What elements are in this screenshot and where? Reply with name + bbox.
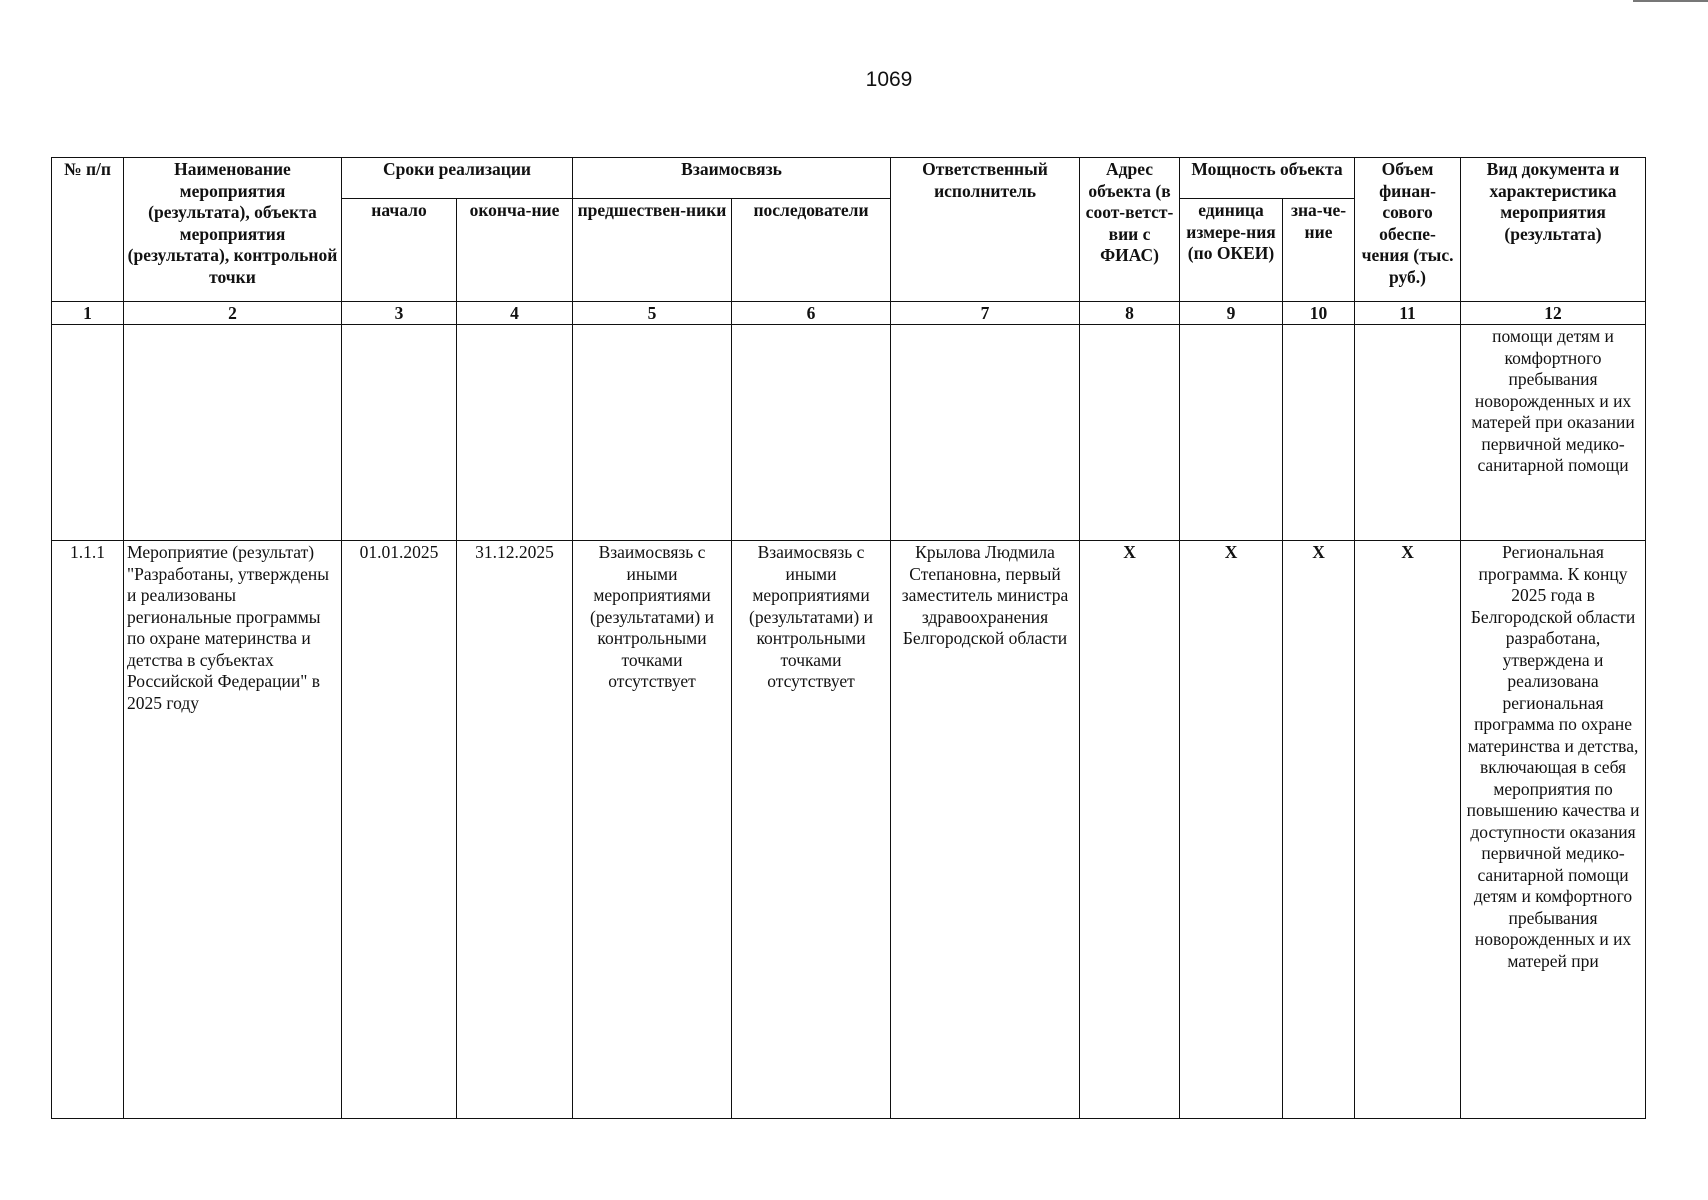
column-number: 12 <box>1461 302 1646 325</box>
column-number: 2 <box>124 302 342 325</box>
header-funding: Объем финан-сового обеспе-чения (тыс. руб.) <box>1355 158 1461 302</box>
funding-cell: X <box>1355 541 1461 1119</box>
doc-type-cell: Региональная программа. К концу 2025 года в Белгородской области разработана, утверждена и реализована региональная программа по охране материнства и детства, включающая в себя мероприятия по повышению качества и доступности оказания первичной медико-санитарной помощи детям и комфортного пребывания новорожденных и их матерей при <box>1461 541 1646 1119</box>
start-date: 01.01.2025 <box>342 541 457 1119</box>
empty-cell <box>342 325 457 541</box>
header-end: оконча-ние <box>457 199 573 302</box>
empty-cell <box>891 325 1080 541</box>
empty-cell <box>573 325 732 541</box>
empty-cell <box>1080 325 1180 541</box>
header-capacity: Мощность объекта <box>1180 158 1355 199</box>
header-name: Наименование мероприятия (результата), объекта мероприятия (результата), контрольной точки <box>124 158 342 302</box>
column-number: 6 <box>732 302 891 325</box>
empty-cell <box>124 325 342 541</box>
page-number: 1069 <box>865 68 913 91</box>
header-successors: последователи <box>732 199 891 302</box>
header-unit: единица измере-ния (по ОКЕИ) <box>1180 199 1283 302</box>
empty-cell <box>457 325 573 541</box>
header-no: № п/п <box>52 158 124 302</box>
header-responsible: Ответственный исполнитель <box>891 158 1080 302</box>
header-row-top <box>52 158 1646 199</box>
unit-cell: X <box>1180 541 1283 1119</box>
address-cell: X <box>1080 541 1180 1119</box>
empty-cell <box>1283 325 1355 541</box>
column-number: 1 <box>52 302 124 325</box>
header-predecessors: предшествен-ники <box>573 199 732 302</box>
corner-scan-mark <box>1633 0 1708 2</box>
empty-cell <box>52 325 124 541</box>
column-number: 10 <box>1283 302 1355 325</box>
activity-name: Мероприятие (результат) "Разработаны, утверждены и реализованы региональные программы по охране материнства и детства в субъектах Российской Федерации" в 2025 году <box>124 541 342 1119</box>
column-number: 7 <box>891 302 1080 325</box>
activities-table <box>51 157 1646 1119</box>
end-date: 31.12.2025 <box>457 541 573 1119</box>
responsible-cell: Крылова Людмила Степановна, первый заместитель министра здравоохранения Белгородской области <box>891 541 1080 1119</box>
row-number: 1.1.1 <box>52 541 124 1119</box>
column-number: 3 <box>342 302 457 325</box>
empty-cell <box>1180 325 1283 541</box>
header-relations: Взаимосвязь <box>573 158 891 199</box>
table-row-continuation <box>52 325 1646 541</box>
predecessors-cell: Взаимосвязь с иными мероприятиями (результатами) и контрольными точками отсутствует <box>573 541 732 1119</box>
header-address: Адрес объекта (в соот-ветст-вии с ФИАС) <box>1080 158 1180 302</box>
header-start: начало <box>342 199 457 302</box>
empty-cell <box>1355 325 1461 541</box>
value-cell: X <box>1283 541 1355 1119</box>
column-number: 11 <box>1355 302 1461 325</box>
header-doc-type: Вид документа и характеристика мероприятия (результата) <box>1461 158 1646 302</box>
doc-type-continuation: помощи детям и комфортного пребывания новорожденных и их матерей при оказании первичной медико-санитарной помощи <box>1461 325 1646 541</box>
header-value: зна-че-ние <box>1283 199 1355 302</box>
column-number: 8 <box>1080 302 1180 325</box>
table-row-1-1-1 <box>52 541 1646 1119</box>
column-number-row <box>52 302 1646 325</box>
header-terms: Сроки реализации <box>342 158 573 199</box>
column-number: 5 <box>573 302 732 325</box>
column-number: 4 <box>457 302 573 325</box>
successors-cell: Взаимосвязь с иными мероприятиями (результатами) и контрольными точками отсутствует <box>732 541 891 1119</box>
column-number: 9 <box>1180 302 1283 325</box>
empty-cell <box>732 325 891 541</box>
